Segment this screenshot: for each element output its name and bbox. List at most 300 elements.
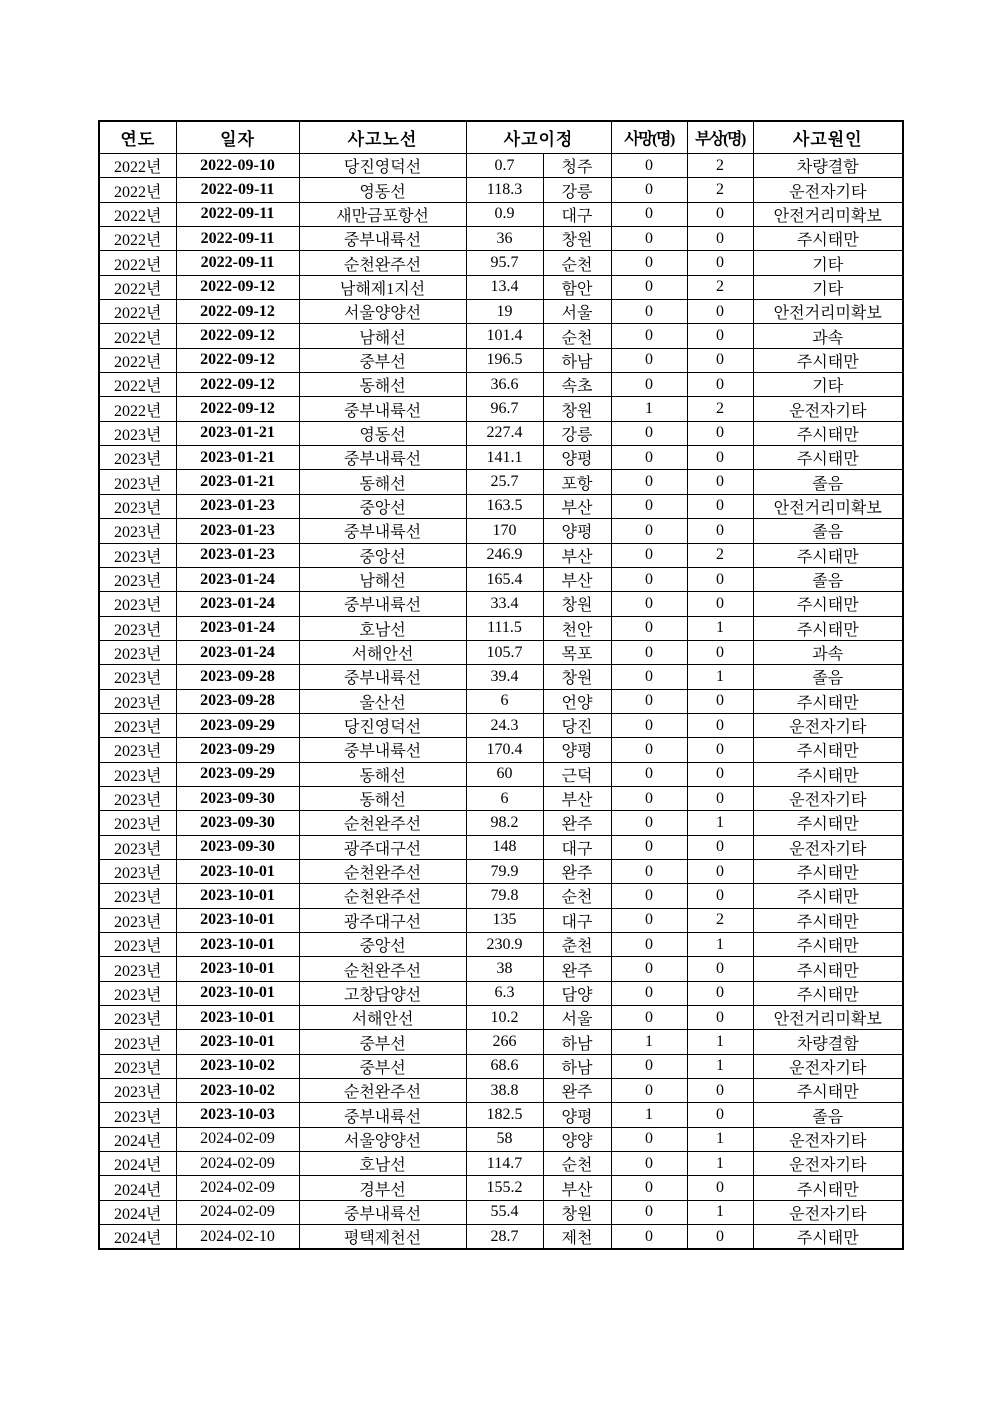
table-row: [99, 1006, 903, 1030]
cell-distance: 79.9: [466, 859, 543, 883]
cell-year: 2022년: [99, 227, 176, 251]
cell-deaths: 0: [611, 616, 687, 640]
cell-distance: 196.5: [466, 348, 543, 372]
cell-injuries: 1: [687, 1152, 753, 1176]
cell-cause: 안전거리미확보: [753, 494, 903, 518]
cell-injuries: 0: [687, 859, 753, 883]
cell-city: 당진: [543, 713, 611, 737]
cell-cause: 운전자기타: [753, 1127, 903, 1151]
table-row: [99, 275, 903, 299]
cell-year: 2023년: [99, 859, 176, 883]
cell-distance: 38.8: [466, 1079, 543, 1103]
cell-distance: 118.3: [466, 178, 543, 202]
cell-distance: 55.4: [466, 1200, 543, 1224]
cell-injuries: 1: [687, 1127, 753, 1151]
cell-injuries: 0: [687, 421, 753, 445]
table-row: [99, 1152, 903, 1176]
cell-distance: 135: [466, 908, 543, 932]
cell-distance: 33.4: [466, 592, 543, 616]
cell-line: 서울양양선: [299, 300, 466, 324]
cell-year: 2023년: [99, 933, 176, 957]
cell-deaths: 1: [611, 1030, 687, 1054]
cell-cause: 주시태만: [753, 1225, 903, 1250]
cell-city: 서울: [543, 300, 611, 324]
cell-deaths: 0: [611, 373, 687, 397]
cell-line: 고창담양선: [299, 981, 466, 1005]
cell-date: 2023-01-24: [176, 640, 299, 664]
cell-year: 2023년: [99, 567, 176, 591]
cell-date: 2023-01-23: [176, 519, 299, 543]
cell-year: 2023년: [99, 786, 176, 810]
cell-distance: 163.5: [466, 494, 543, 518]
cell-injuries: 0: [687, 519, 753, 543]
cell-cause: 주시태만: [753, 859, 903, 883]
table-row: [99, 1079, 903, 1103]
cell-line: 중부내륙선: [299, 592, 466, 616]
cell-deaths: 0: [611, 957, 687, 981]
col-header-year: 연도: [99, 121, 176, 154]
cell-injuries: 0: [687, 592, 753, 616]
cell-line: 광주대구선: [299, 908, 466, 932]
cell-line: 남해선: [299, 567, 466, 591]
table-row: [99, 470, 903, 494]
cell-year: 2024년: [99, 1152, 176, 1176]
cell-line: 중부내륙선: [299, 1103, 466, 1127]
cell-deaths: 0: [611, 835, 687, 859]
cell-city: 부산: [543, 567, 611, 591]
cell-injuries: 1: [687, 1054, 753, 1078]
cell-cause: 기타: [753, 373, 903, 397]
cell-line: 중앙선: [299, 933, 466, 957]
cell-injuries: 0: [687, 786, 753, 810]
cell-cause: 주시태만: [753, 689, 903, 713]
cell-line: 중앙선: [299, 494, 466, 518]
cell-cause: 안전거리미확보: [753, 202, 903, 226]
cell-line: 남해선: [299, 324, 466, 348]
cell-city: 강릉: [543, 421, 611, 445]
cell-city: 춘천: [543, 933, 611, 957]
table-row: [99, 421, 903, 445]
cell-year: 2022년: [99, 397, 176, 421]
cell-injuries: 2: [687, 154, 753, 178]
cell-deaths: 0: [611, 884, 687, 908]
cell-year: 2024년: [99, 1200, 176, 1224]
col-header-date: 일자: [176, 121, 299, 154]
table-row: [99, 957, 903, 981]
cell-injuries: 0: [687, 227, 753, 251]
table-row: [99, 884, 903, 908]
table-row: [99, 835, 903, 859]
cell-cause: 과속: [753, 640, 903, 664]
cell-date: 2024-02-09: [176, 1200, 299, 1224]
cell-cause: 주시태만: [753, 227, 903, 251]
cell-cause: 주시태만: [753, 981, 903, 1005]
table-row: [99, 1103, 903, 1127]
cell-injuries: 1: [687, 1030, 753, 1054]
cell-deaths: 0: [611, 202, 687, 226]
cell-cause: 안전거리미확보: [753, 1006, 903, 1030]
cell-distance: 68.6: [466, 1054, 543, 1078]
cell-date: 2024-02-09: [176, 1152, 299, 1176]
cell-distance: 19: [466, 300, 543, 324]
cell-year: 2023년: [99, 1103, 176, 1127]
cell-year: 2023년: [99, 519, 176, 543]
cell-injuries: 0: [687, 373, 753, 397]
cell-city: 속초: [543, 373, 611, 397]
cell-cause: 주시태만: [753, 1176, 903, 1200]
cell-date: 2023-10-01: [176, 859, 299, 883]
cell-date: 2023-01-24: [176, 616, 299, 640]
cell-deaths: 0: [611, 154, 687, 178]
cell-distance: 28.7: [466, 1225, 543, 1250]
table-row: [99, 494, 903, 518]
cell-city: 청주: [543, 154, 611, 178]
cell-city: 부산: [543, 786, 611, 810]
cell-date: 2023-10-01: [176, 908, 299, 932]
cell-distance: 6: [466, 689, 543, 713]
cell-line: 순천완주선: [299, 251, 466, 275]
cell-date: 2022-09-11: [176, 227, 299, 251]
cell-date: 2023-01-23: [176, 494, 299, 518]
cell-city: 양양: [543, 1127, 611, 1151]
cell-city: 천안: [543, 616, 611, 640]
cell-year: 2023년: [99, 1006, 176, 1030]
table-row: [99, 981, 903, 1005]
cell-line: 중부내륙선: [299, 227, 466, 251]
cell-deaths: 0: [611, 446, 687, 470]
cell-injuries: 2: [687, 908, 753, 932]
cell-deaths: 0: [611, 1176, 687, 1200]
cell-injuries: 1: [687, 933, 753, 957]
cell-line: 새만금포항선: [299, 202, 466, 226]
cell-injuries: 0: [687, 567, 753, 591]
cell-distance: 13.4: [466, 275, 543, 299]
cell-city: 창원: [543, 1200, 611, 1224]
table-row: [99, 592, 903, 616]
cell-date: 2023-09-29: [176, 713, 299, 737]
cell-distance: 25.7: [466, 470, 543, 494]
cell-line: 중부내륙선: [299, 665, 466, 689]
cell-cause: 운전자기타: [753, 1200, 903, 1224]
cell-line: 호남선: [299, 1152, 466, 1176]
cell-cause: 운전자기타: [753, 178, 903, 202]
cell-deaths: 0: [611, 933, 687, 957]
cell-deaths: 0: [611, 494, 687, 518]
cell-injuries: 0: [687, 202, 753, 226]
cell-cause: 주시태만: [753, 1079, 903, 1103]
table-row: [99, 1127, 903, 1151]
table-row: [99, 713, 903, 737]
table-row: [99, 373, 903, 397]
table-row: [99, 908, 903, 932]
cell-distance: 170.4: [466, 738, 543, 762]
cell-date: 2023-10-01: [176, 1030, 299, 1054]
cell-city: 양평: [543, 1103, 611, 1127]
cell-year: 2024년: [99, 1225, 176, 1250]
cell-cause: 주시태만: [753, 762, 903, 786]
cell-date: 2023-10-01: [176, 1006, 299, 1030]
cell-city: 양평: [543, 519, 611, 543]
cell-cause: 기타: [753, 251, 903, 275]
cell-line: 동해선: [299, 373, 466, 397]
cell-city: 제천: [543, 1225, 611, 1250]
cell-date: 2023-10-03: [176, 1103, 299, 1127]
cell-cause: 과속: [753, 324, 903, 348]
cell-deaths: 0: [611, 713, 687, 737]
cell-injuries: 0: [687, 835, 753, 859]
cell-cause: 안전거리미확보: [753, 300, 903, 324]
table-row: [99, 738, 903, 762]
table-row: [99, 251, 903, 275]
cell-year: 2022년: [99, 324, 176, 348]
cell-city: 순천: [543, 324, 611, 348]
table-row: [99, 154, 903, 178]
cell-cause: 주시태만: [753, 738, 903, 762]
cell-distance: 105.7: [466, 640, 543, 664]
cell-year: 2023년: [99, 616, 176, 640]
cell-city: 부산: [543, 1176, 611, 1200]
cell-injuries: 0: [687, 1225, 753, 1250]
cell-city: 담양: [543, 981, 611, 1005]
cell-injuries: 2: [687, 397, 753, 421]
cell-deaths: 0: [611, 275, 687, 299]
cell-line: 순천완주선: [299, 811, 466, 835]
cell-distance: 155.2: [466, 1176, 543, 1200]
cell-injuries: 0: [687, 762, 753, 786]
cell-deaths: 0: [611, 665, 687, 689]
table-row: [99, 665, 903, 689]
cell-year: 2022년: [99, 348, 176, 372]
cell-deaths: 0: [611, 762, 687, 786]
cell-injuries: 0: [687, 1103, 753, 1127]
table-row: [99, 1225, 903, 1250]
cell-city: 창원: [543, 665, 611, 689]
cell-cause: 주시태만: [753, 348, 903, 372]
cell-date: 2022-09-12: [176, 397, 299, 421]
cell-cause: 주시태만: [753, 933, 903, 957]
cell-injuries: 0: [687, 446, 753, 470]
cell-year: 2023년: [99, 1079, 176, 1103]
cell-distance: 182.5: [466, 1103, 543, 1127]
cell-date: 2023-10-01: [176, 884, 299, 908]
table-row: [99, 397, 903, 421]
cell-line: 영동선: [299, 178, 466, 202]
cell-city: 함안: [543, 275, 611, 299]
cell-distance: 36.6: [466, 373, 543, 397]
cell-injuries: 0: [687, 640, 753, 664]
cell-injuries: 1: [687, 665, 753, 689]
cell-line: 순천완주선: [299, 1079, 466, 1103]
table-row: [99, 543, 903, 567]
cell-distance: 58: [466, 1127, 543, 1151]
cell-deaths: 0: [611, 1079, 687, 1103]
cell-distance: 24.3: [466, 713, 543, 737]
table-row: [99, 762, 903, 786]
cell-date: 2023-10-01: [176, 957, 299, 981]
cell-year: 2023년: [99, 470, 176, 494]
table-row: [99, 616, 903, 640]
cell-city: 완주: [543, 859, 611, 883]
cell-city: 완주: [543, 1079, 611, 1103]
cell-date: 2022-09-12: [176, 324, 299, 348]
cell-cause: 운전자기타: [753, 397, 903, 421]
cell-date: 2023-09-30: [176, 811, 299, 835]
cell-cause: 주시태만: [753, 884, 903, 908]
table-row: [99, 1054, 903, 1078]
cell-line: 순천완주선: [299, 957, 466, 981]
cell-city: 하남: [543, 1054, 611, 1078]
table-row: [99, 1200, 903, 1224]
cell-year: 2023년: [99, 543, 176, 567]
table-row: [99, 786, 903, 810]
cell-city: 양평: [543, 738, 611, 762]
cell-line: 동해선: [299, 786, 466, 810]
cell-distance: 148: [466, 835, 543, 859]
cell-deaths: 0: [611, 421, 687, 445]
table-row: [99, 300, 903, 324]
cell-deaths: 0: [611, 1152, 687, 1176]
cell-date: 2023-01-24: [176, 592, 299, 616]
accident-table: [98, 120, 904, 1250]
cell-cause: 졸음: [753, 1103, 903, 1127]
cell-deaths: 0: [611, 640, 687, 664]
cell-line: 서해안선: [299, 1006, 466, 1030]
cell-deaths: 0: [611, 786, 687, 810]
cell-deaths: 0: [611, 1054, 687, 1078]
cell-deaths: 0: [611, 543, 687, 567]
cell-injuries: 1: [687, 1200, 753, 1224]
cell-distance: 6: [466, 786, 543, 810]
cell-cause: 주시태만: [753, 592, 903, 616]
cell-line: 중부내륙선: [299, 397, 466, 421]
cell-year: 2024년: [99, 1127, 176, 1151]
cell-deaths: 1: [611, 397, 687, 421]
cell-line: 서해안선: [299, 640, 466, 664]
table-row: [99, 933, 903, 957]
col-header-line: 사고노선: [299, 121, 466, 154]
cell-year: 2022년: [99, 202, 176, 226]
cell-line: 울산선: [299, 689, 466, 713]
table-row: [99, 446, 903, 470]
cell-cause: 주시태만: [753, 421, 903, 445]
cell-city: 대구: [543, 908, 611, 932]
cell-deaths: 0: [611, 178, 687, 202]
cell-year: 2023년: [99, 957, 176, 981]
cell-city: 언양: [543, 689, 611, 713]
cell-city: 대구: [543, 202, 611, 226]
cell-year: 2023년: [99, 1030, 176, 1054]
cell-city: 강릉: [543, 178, 611, 202]
cell-year: 2023년: [99, 421, 176, 445]
cell-injuries: 0: [687, 300, 753, 324]
cell-deaths: 0: [611, 1200, 687, 1224]
cell-line: 순천완주선: [299, 859, 466, 883]
cell-injuries: 0: [687, 738, 753, 762]
cell-date: 2022-09-11: [176, 251, 299, 275]
cell-date: 2023-10-01: [176, 933, 299, 957]
cell-date: 2022-09-12: [176, 300, 299, 324]
cell-year: 2023년: [99, 762, 176, 786]
table-row: [99, 324, 903, 348]
cell-injuries: 0: [687, 1006, 753, 1030]
cell-cause: 차량결함: [753, 1030, 903, 1054]
cell-deaths: 0: [611, 1006, 687, 1030]
cell-distance: 101.4: [466, 324, 543, 348]
cell-line: 호남선: [299, 616, 466, 640]
cell-deaths: 0: [611, 859, 687, 883]
cell-line: 경부선: [299, 1176, 466, 1200]
cell-line: 남해제1지선: [299, 275, 466, 299]
cell-distance: 165.4: [466, 567, 543, 591]
cell-year: 2023년: [99, 640, 176, 664]
cell-year: 2023년: [99, 1054, 176, 1078]
cell-deaths: 0: [611, 470, 687, 494]
cell-cause: 주시태만: [753, 908, 903, 932]
cell-line: 중앙선: [299, 543, 466, 567]
cell-date: 2023-09-29: [176, 738, 299, 762]
cell-year: 2022년: [99, 178, 176, 202]
cell-line: 광주대구선: [299, 835, 466, 859]
cell-year: 2022년: [99, 300, 176, 324]
cell-distance: 96.7: [466, 397, 543, 421]
cell-injuries: 0: [687, 251, 753, 275]
cell-line: 중부선: [299, 348, 466, 372]
cell-line: 동해선: [299, 762, 466, 786]
cell-deaths: 0: [611, 689, 687, 713]
cell-cause: 졸음: [753, 567, 903, 591]
cell-city: 완주: [543, 957, 611, 981]
cell-year: 2023년: [99, 811, 176, 835]
cell-line: 중부내륙선: [299, 1200, 466, 1224]
cell-deaths: 1: [611, 1103, 687, 1127]
cell-deaths: 0: [611, 300, 687, 324]
cell-distance: 79.8: [466, 884, 543, 908]
cell-date: 2023-01-24: [176, 567, 299, 591]
cell-city: 근덕: [543, 762, 611, 786]
cell-line: 당진영덕선: [299, 154, 466, 178]
cell-date: 2023-09-29: [176, 762, 299, 786]
cell-cause: 졸음: [753, 470, 903, 494]
cell-distance: 230.9: [466, 933, 543, 957]
table-row: [99, 640, 903, 664]
cell-date: 2022-09-11: [176, 178, 299, 202]
cell-city: 순천: [543, 1152, 611, 1176]
cell-year: 2024년: [99, 1176, 176, 1200]
cell-year: 2023년: [99, 835, 176, 859]
cell-distance: 246.9: [466, 543, 543, 567]
table-body: [99, 154, 903, 1250]
table-row: [99, 1176, 903, 1200]
cell-date: 2024-02-09: [176, 1127, 299, 1151]
cell-injuries: 0: [687, 884, 753, 908]
cell-line: 동해선: [299, 470, 466, 494]
cell-distance: 60: [466, 762, 543, 786]
cell-city: 하남: [543, 348, 611, 372]
cell-city: 양평: [543, 446, 611, 470]
cell-injuries: 2: [687, 178, 753, 202]
cell-distance: 141.1: [466, 446, 543, 470]
cell-city: 대구: [543, 835, 611, 859]
cell-injuries: 0: [687, 713, 753, 737]
table-row: [99, 811, 903, 835]
cell-injuries: 2: [687, 275, 753, 299]
col-header-cause: 사고원인: [753, 121, 903, 154]
cell-year: 2023년: [99, 884, 176, 908]
cell-distance: 0.9: [466, 202, 543, 226]
cell-city: 창원: [543, 227, 611, 251]
cell-year: 2023년: [99, 494, 176, 518]
cell-deaths: 0: [611, 592, 687, 616]
